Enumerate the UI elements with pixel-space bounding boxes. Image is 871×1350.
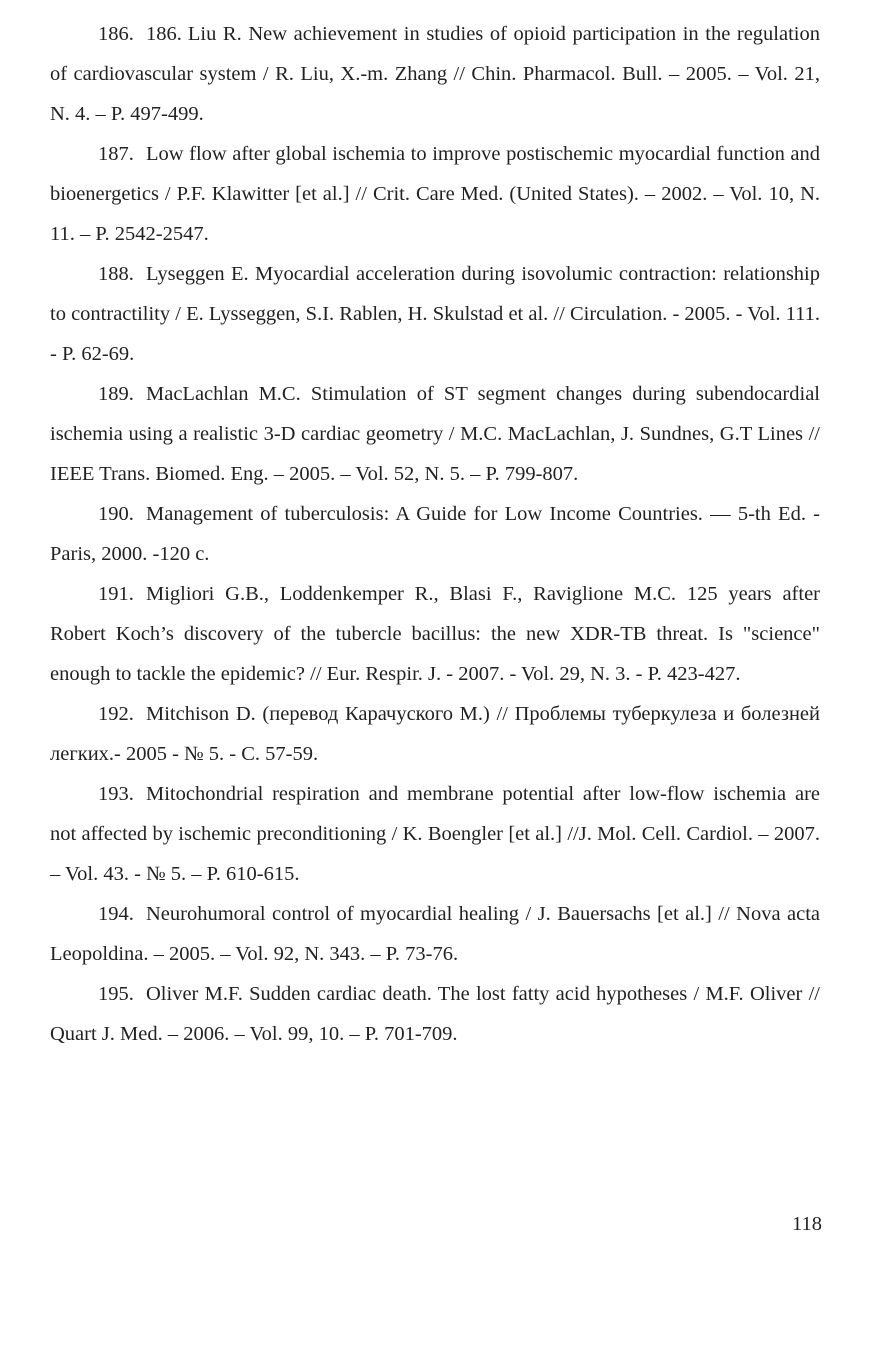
reference-number-duplicate: 186. (146, 23, 182, 45)
reference-text: Low flow after global ischemia to improve postischemic myocardial function and bioenergetics / P.F. Klawitter [et al.] // Crit. Care Med. (United States). – 2002. – Vol. 10, N. 11. – P. 2542-2547. (50, 143, 820, 245)
reference-item-194 (50, 894, 820, 974)
page-number: 118 (792, 1213, 822, 1235)
reference-item-190 (50, 494, 820, 574)
reference-number: 187. (98, 143, 134, 165)
reference-item-195 (50, 974, 820, 1054)
reference-text: Mitochondrial respiration and membrane potential after low-flow ischemia are not affected by ischemic preconditioning / K. Boengler [et al.] //J. Mol. Cell. Cardiol. – 2007. – Vol. 43. - № 5. – P. 610-615. (50, 783, 820, 885)
reference-item-189 (50, 374, 820, 494)
reference-text: Migliori G.B., Loddenkemper R., Blasi F., Raviglione M.C. 125 years after Robert Koch’s discovery of the tubercle bacillus: the new XDR-TB threat. Is "science" enough to tackle the epidemic? // Eur. Respir. J. - 2007. - Vol. 29, N. 3. - P. 423-427. (50, 583, 820, 685)
reference-text: MacLachlan M.C. Stimulation of ST segment changes during subendocardial ischemia using a realistic 3-D cardiac geometry / M.C. MacLachlan, J. Sundnes, G.T Lines // IEEE Trans. Biomed. Eng. – 2005. – Vol. 52, N. 5. – P. 799-807. (50, 383, 820, 485)
reference-number: 195. (98, 983, 134, 1005)
reference-text: Liu R. New achievement in studies of opioid participation in the regulation of cardiovascular system / R. Liu, X.-m. Zhang // Chin. Pharmacol. Bull. – 2005. – Vol. 21, N. 4. – P. 497-499. (50, 23, 820, 125)
reference-text: Mitchison D. (перевод Карачуского М.) // Проблемы туберкулеза и болезней легких.- 2005 - № 5. - С. 57-59. (50, 703, 820, 765)
reference-item-191 (50, 574, 820, 694)
reference-number: 190. (98, 503, 134, 525)
reference-number: 192. (98, 703, 134, 725)
reference-number: 189. (98, 383, 134, 405)
reference-text: Neurohumoral control of myocardial healing / J. Bauersachs [et al.] // Nova acta Leopoldina. – 2005. – Vol. 92, N. 343. – P. 73-76. (50, 903, 820, 965)
reference-text: Lyseggen E. Myocardial acceleration during isovolumic contraction: relationship to contractility / E. Lysseggen, S.I. Rablen, H. Skulstad et al. // Circulation. - 2005. - Vol. 111. - P. 62-69. (50, 263, 820, 365)
reference-list (50, 14, 820, 1054)
reference-text: Oliver M.F. Sudden cardiac death. The lost fatty acid hypotheses / M.F. Oliver // Quart J. Med. – 2006. – Vol. 99, 10. – P. 701-709. (50, 983, 820, 1045)
reference-number: 186. (98, 23, 134, 45)
reference-number: 194. (98, 903, 134, 925)
reference-item-193 (50, 774, 820, 894)
reference-item-187 (50, 134, 820, 254)
reference-item-186 (50, 14, 820, 134)
reference-number: 191. (98, 583, 134, 605)
reference-text: Management of tuberculosis: A Guide for Low Income Countries. — 5-th Ed. - Paris, 2000. -120 c. (50, 503, 820, 565)
reference-number: 188. (98, 263, 134, 285)
reference-item-192 (50, 694, 820, 774)
reference-number: 193. (98, 783, 134, 805)
reference-item-188 (50, 254, 820, 374)
